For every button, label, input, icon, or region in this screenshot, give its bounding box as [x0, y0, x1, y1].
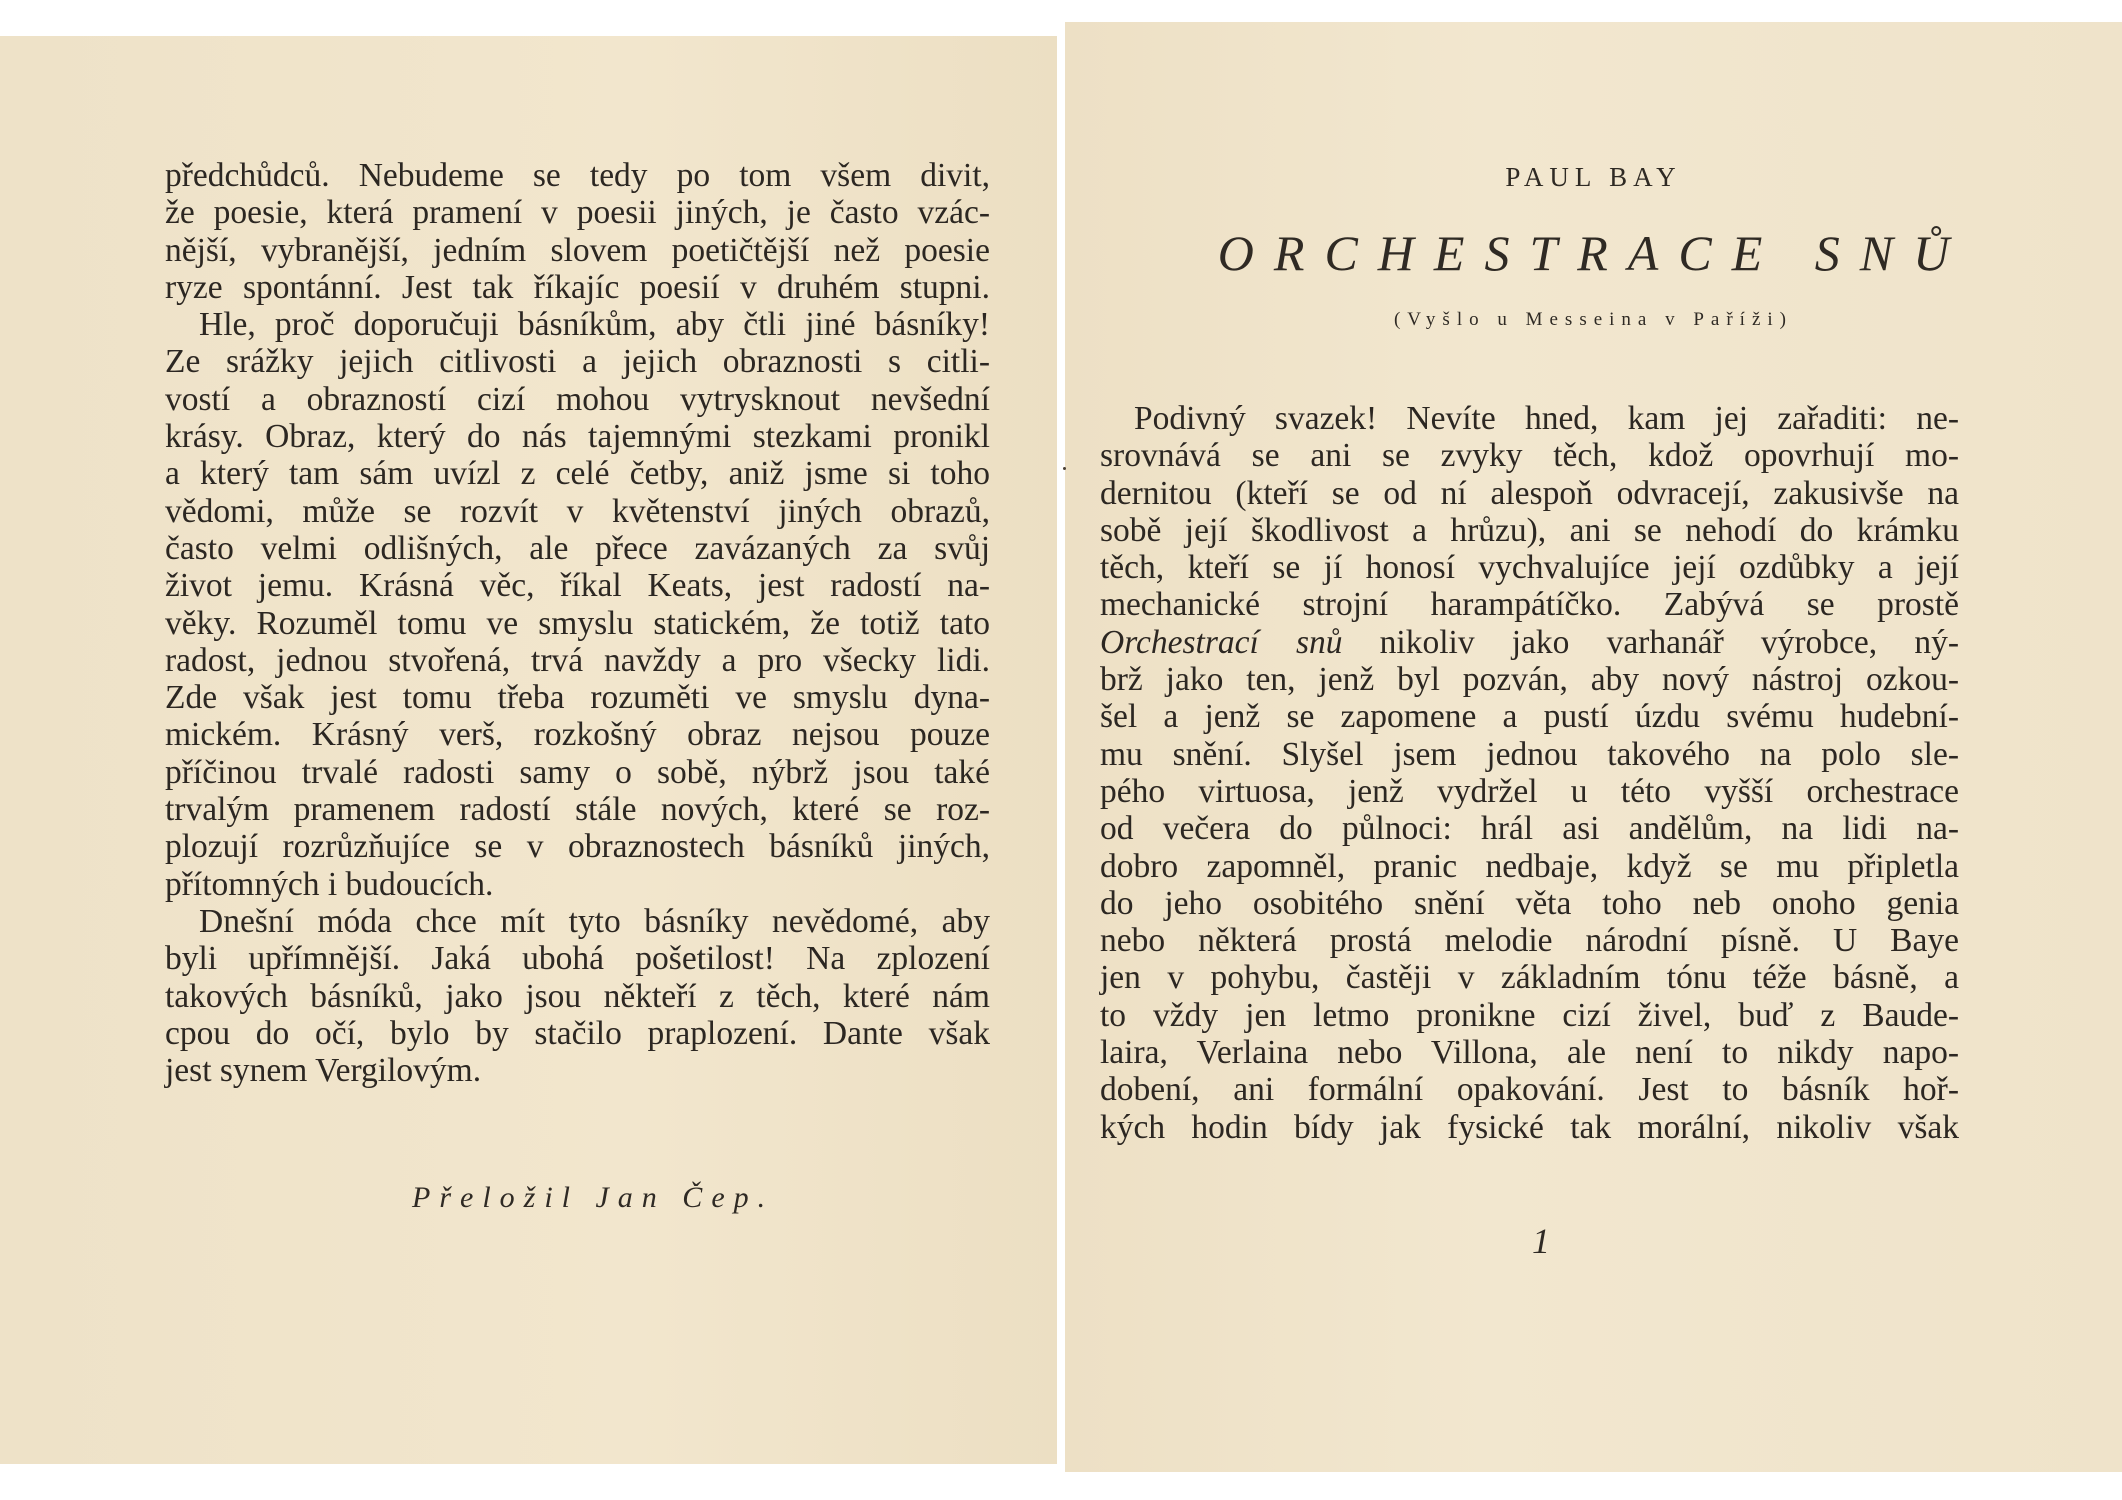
text-line: sobě její škodlivost a hrůzu), ani se nehodí do krámku: [1100, 511, 1959, 549]
text-line: byli upřímnější. Jaká ubohá pošetilost! Na zplození: [165, 940, 990, 978]
text-line: krásy. Obraz, který do nás tajemnými stezkami pronikl: [165, 418, 990, 456]
text-line: že poesie, která pramení v poesii jiných, je často vzác-: [165, 194, 990, 232]
text-line: od večera do půlnoci: hrál asi andělům, na lidi na-: [1100, 810, 1959, 848]
author-name: PAUL BAY: [1505, 162, 1682, 192]
publication-note: (Vyšlo u Messeina v Paříži): [1393, 309, 1794, 330]
text-line: jest synem Vergilovým.: [165, 1052, 482, 1090]
text-line: mu snění. Slyšel jsem jednou takového na polo sle-: [1100, 735, 1959, 773]
text-line: přítomných i budoucích.: [165, 865, 494, 903]
text-line: laira, Verlaina nebo Villona, ale není to nikdy napo-: [1100, 1034, 1959, 1072]
text-line: srovnává se ani se zvyky těch, kdož opovrhují mo-: [1100, 437, 1959, 475]
article-title: ORCHESTRACE SNŮ: [1217, 225, 1970, 281]
text-line: Zde však jest tomu třeba rozuměti ve smyslu dyna-: [165, 679, 990, 717]
text-line: a který tam sám uvízl z celé četby, aniž jsme si toho: [165, 455, 990, 493]
left-page-body: [165, 157, 990, 1089]
text-line: věky. Rozuměl tomu ve smyslu statickém, že totiž tato: [165, 604, 990, 642]
text-line: mickém. Krásný verš, rozkošný obraz nejsou pouze: [165, 716, 990, 754]
text-line: radost, jednou stvořená, trvá navždy a pro všecky lidi.: [165, 641, 990, 679]
text-line: Hle, proč doporučuji básníkům, aby čtli jiné básníky!: [199, 306, 990, 344]
text-line: takových básníků, jako jsou někteří z těch, které nám: [165, 977, 990, 1015]
text-line: vědomi, může se rozvít v květenství jiných obrazů,: [165, 492, 990, 530]
text-line: těch, kteří se jí honosí vychvalujíce její ozdůbky a její: [1100, 549, 1959, 587]
translator-credit: Přeložil Jan Čep.: [412, 1181, 775, 1214]
text-line: mechanické strojní harampátíčko. Zabývá se prostě: [1100, 586, 1959, 624]
text-line: brž jako ten, jenž byl pozván, aby nový nástroj ozkou-: [1100, 661, 1959, 699]
text-line: nebo některá prostá melodie národní písně. U Baye: [1100, 922, 1959, 960]
page-number: 1: [1532, 1221, 1550, 1261]
text-line: do jeho osobitého snění věta toho neb onoho genia: [1100, 884, 1959, 922]
text-line: šel a jenž se zapomene a pustí úzdu svému hudební-: [1100, 698, 1959, 736]
text-line: ryze spontánní. Jest tak říkajíc poesií v druhém stupni.: [165, 268, 990, 306]
text-line: cpou do očí, bylo by stačilo praplození. Dante však: [165, 1014, 990, 1052]
text-line: příčinou trvalé radosti samy o sobě, nýbrž jsou také: [165, 753, 990, 791]
ink-speck: [1063, 467, 1066, 470]
text-line: plozují rozrůzňujíce se v obraznostech básníků jiných,: [165, 828, 990, 866]
right-page-body: [1100, 400, 1959, 1146]
text-line: Orchestrací snů nikoliv jako varhanář výrobce, ný-: [1100, 623, 1959, 661]
text-line: Ze srážky jejich citlivosti a jejich obraznosti s citli-: [165, 343, 990, 381]
text-line: dernitou (kteří se od ní alespoň odvracejí, zakusivše na: [1100, 474, 1959, 512]
text-line: jen v pohybu, častěji v základním tónu téže básně, a: [1100, 959, 1959, 997]
text-line: dobro zapomněl, pranic nedbaje, když se mu připletla: [1100, 847, 1959, 885]
text-line: vostí a obrazností cizí mohou vytrysknout nevšední: [165, 380, 990, 418]
text-line: často velmi odlišných, ale přece zavázaných za svůj: [165, 529, 990, 567]
text-line: trvalým pramenem radostí stále nových, které se roz-: [165, 791, 990, 829]
text-line: kých hodin bídy jak fysické tak morální, nikoliv však: [1100, 1108, 1959, 1146]
text-line: Podivný svazek! Nevíte hned, kam jej zařaditi: ne-: [1134, 400, 1959, 437]
text-line: to vždy jen letmo pronikne cizí živel, buď z Baude-: [1100, 996, 1959, 1034]
text-line: předchůdců. Nebudeme se tedy po tom všem divit,: [165, 157, 990, 194]
text-line: pého virtuosa, jenž vydržel u této vyšší orchestrace: [1100, 772, 1959, 810]
text-line: dobení, ani formální opakování. Jest to básník hoř-: [1100, 1071, 1959, 1109]
text-line: Dnešní móda chce mít tyto básníky nevědomé, aby: [199, 902, 990, 940]
text-line: nější, vybranější, jedním slovem poetičtější než poesie: [165, 231, 990, 269]
text-line: život jemu. Krásná věc, říkal Keats, jest radostí na-: [165, 567, 990, 605]
